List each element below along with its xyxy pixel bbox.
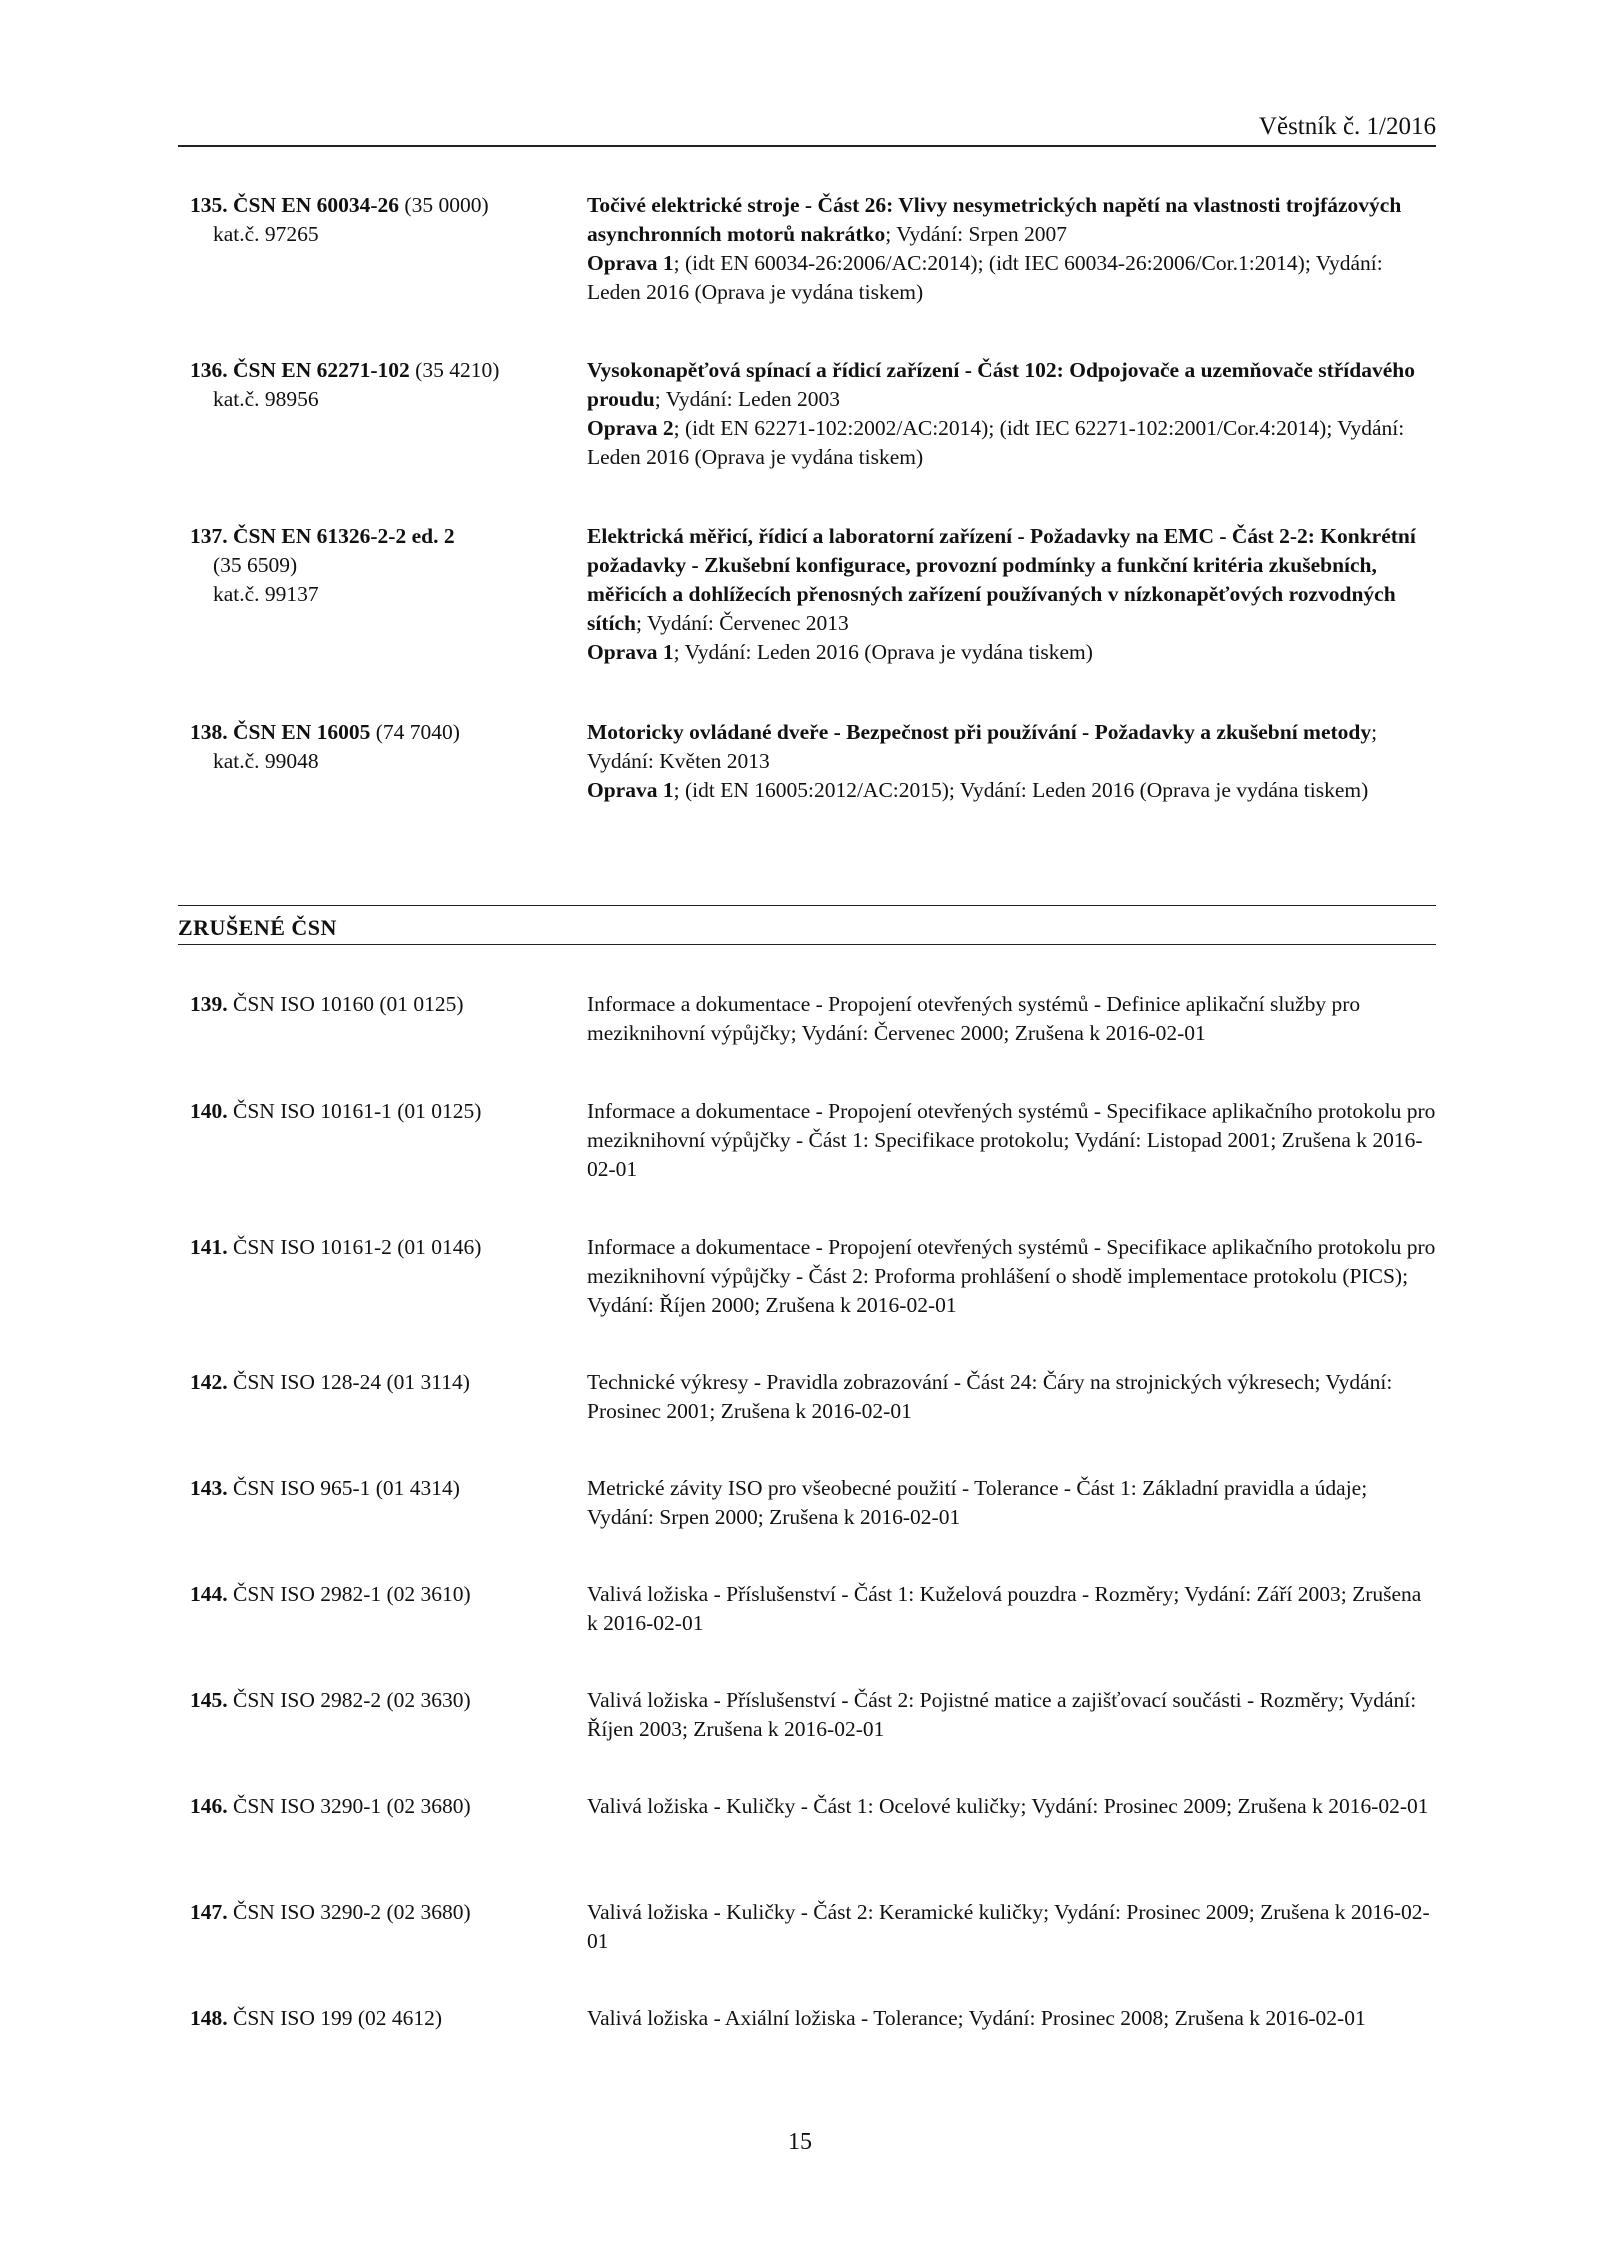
- entry-description: Informace a dokumentace - Propojení otevřených systémů - Definice aplikační služby pro meziknihovní výpůjčky; Vydání: Červenec 2000; Zrušena k 2016-02-01: [587, 992, 1361, 1045]
- page-number: 15: [788, 2129, 812, 2155]
- standard-code: ČSN ISO 10161-2 (01 0146): [227, 1235, 482, 1259]
- standard-code: ČSN EN 16005: [233, 720, 371, 744]
- entry-id: [190, 356, 560, 414]
- header-rule: [178, 145, 1436, 147]
- entry-title: Elektrická měřicí, řídicí a laboratorní zařízení - Požadavky na EMC - Část 2-2: Konkrétní požadavky - Zkušební konfigurace, provozní podmínky a funkční kritéria zkušebních, měřicích a dohlížecích přenosných zařízení používaných v nízkonapěťových rozvodných sítích: [587, 524, 1416, 635]
- entry-release: ; Vydání: Leden 2003: [654, 387, 841, 411]
- entry-id: [190, 2004, 560, 2033]
- entry-id: [190, 191, 560, 249]
- entry-title: Vysokonapěťová spínací a řídicí zařízení - Část 102: Odpojovače a uzemňovače střídavého proudu: [587, 358, 1415, 411]
- amendment-label: Oprava 1: [587, 778, 674, 802]
- class-code: (35 0000): [399, 193, 489, 217]
- entry-id: [190, 522, 560, 609]
- entry-id: [190, 718, 560, 776]
- entry-description: Valivá ložiska - Příslušenství - Část 2: Pojistné matice a zajišťovací součásti - Rozměry; Vydání: Říjen 2003; Zrušena k 2016-02-01: [587, 1688, 1417, 1741]
- entry-description: Informace a dokumentace - Propojení otevřených systémů - Specifikace aplikačního protokolu pro meziknihovní výpůjčky - Část 1: Specifikace protokolu; Vydání: Listopad 2001; Zrušena k 2016-02-01: [587, 1099, 1436, 1181]
- entry-release: ; Vydání: Srpen 2007: [885, 222, 1068, 246]
- section-title: ZRUŠENÉ ČSN: [178, 915, 337, 940]
- amendment-label: Oprava 1: [587, 251, 674, 275]
- entry-number: 145.: [190, 1688, 228, 1712]
- entry-description: [587, 718, 1437, 805]
- entry-number: 146.: [190, 1794, 228, 1818]
- entry-title: Motoricky ovládané dveře - Bezpečnost při používání - Požadavky a zkušební metody: [587, 720, 1372, 744]
- standard-code: ČSN ISO 2982-2 (02 3630): [227, 1688, 471, 1712]
- entry-description: Metrické závity ISO pro všeobecné použití - Tolerance - Část 1: Základní pravidla a údaje; Vydání: Srpen 2000; Zrušena k 2016-02-01: [587, 1476, 1368, 1529]
- amendment-label: Oprava 2: [587, 416, 674, 440]
- section-bottom-rule: [178, 944, 1436, 945]
- entry-id: [190, 1898, 560, 1927]
- entry-number: 141.: [190, 1235, 228, 1259]
- entry-description: [587, 356, 1437, 472]
- amendment-details: ; (idt EN 60034-26:2006/AC:2014); (idt IEC 60034-26:2006/Cor.1:2014); Vydání: Leden 2016 (Oprava je vydána tiskem): [587, 251, 1383, 304]
- entry-number: 148.: [190, 2006, 228, 2030]
- entry-description: Informace a dokumentace - Propojení otevřených systémů - Specifikace aplikačního protokolu pro meziknihovní výpůjčky - Část 2: Proforma prohlášení o shodě implementace protokolu (PICS); Vydání: Říjen 2000; Zrušena k 2016-02-01: [587, 1235, 1436, 1317]
- class-code: (74 7040): [370, 720, 460, 744]
- entry-number: 137.: [190, 524, 228, 548]
- standard-code: ČSN EN 60034-26: [233, 193, 400, 217]
- entry-description: [587, 191, 1437, 307]
- standard-code: ČSN ISO 10160 (01 0125): [227, 992, 464, 1016]
- entry-description: Technické výkresy - Pravidla zobrazování - Část 24: Čáry na strojnických výkresech; Vydání: Prosinec 2001; Zrušena k 2016-02-01: [587, 1370, 1393, 1423]
- entry-id: [190, 1368, 560, 1397]
- header-title: Věstník č. 1/2016: [1258, 113, 1436, 140]
- entry-id: [190, 990, 560, 1019]
- entry-release: ; Vydání: Červenec 2013: [635, 611, 849, 635]
- standard-code: ČSN ISO 128-24 (01 3114): [227, 1370, 470, 1394]
- amendment-details: ; (idt EN 16005:2012/AC:2015); Vydání: Leden 2016 (Oprava je vydána tiskem): [673, 778, 1369, 802]
- amendment-label: Oprava 1: [587, 640, 674, 664]
- amendment-details: ; Vydání: Leden 2016 (Oprava je vydána tiskem): [673, 640, 1093, 664]
- entry-description: Valivá ložiska - Příslušenství - Část 1: Kuželová pouzdra - Rozměry; Vydání: Září 2003; Zrušena k 2016-02-01: [587, 1582, 1422, 1635]
- catalog-number: kat.č. 99048: [213, 749, 319, 773]
- entry-description: Valivá ložiska - Kuličky - Část 2: Keramické kuličky; Vydání: Prosinec 2009; Zrušena k 2016-02-01: [587, 1900, 1430, 1953]
- entry-id: [190, 1474, 560, 1503]
- entry-id: [190, 1792, 560, 1821]
- entry-number: 139.: [190, 992, 228, 1016]
- entry-number: 143.: [190, 1476, 228, 1500]
- class-code: (35 4210): [409, 358, 500, 382]
- entry-number: 147.: [190, 1900, 228, 1924]
- standard-code: ČSN EN 61326-2-2 ed. 2: [233, 524, 455, 548]
- catalog-number: kat.č. 99137: [213, 582, 319, 606]
- standard-code: ČSN ISO 965-1 (01 4314): [227, 1476, 460, 1500]
- catalog-number: kat.č. 98956: [213, 387, 319, 411]
- entry-id: [190, 1233, 560, 1262]
- standard-code: ČSN ISO 199 (02 4612): [227, 2006, 443, 2030]
- entry-number: 140.: [190, 1099, 228, 1123]
- amendment-details: ; (idt EN 62271-102:2002/AC:2014); (idt IEC 62271-102:2001/Cor.4:2014); Vydání: Leden 2016 (Oprava je vydána tiskem): [587, 416, 1405, 469]
- entry-release: ; Vydání: Květen 2013: [587, 720, 1378, 773]
- entry-id: [190, 1580, 560, 1609]
- entry-number: 142.: [190, 1370, 228, 1394]
- standard-code: ČSN ISO 3290-1 (02 3680): [227, 1794, 471, 1818]
- entry-number: 135.: [190, 193, 228, 217]
- entry-description: [587, 522, 1437, 667]
- standard-code: ČSN ISO 3290-2 (02 3680): [227, 1900, 471, 1924]
- catalog-number: kat.č. 97265: [213, 222, 319, 246]
- standard-code: ČSN ISO 2982-1 (02 3610): [227, 1582, 471, 1606]
- entry-description: Valivá ložiska - Axiální ložiska - Tolerance; Vydání: Prosinec 2008; Zrušena k 2016-02-01: [587, 2006, 1366, 2030]
- section-top-rule: [178, 905, 1436, 906]
- entry-number: 136.: [190, 358, 228, 382]
- entry-id: [190, 1097, 560, 1126]
- entry-description: Valivá ložiska - Kuličky - Část 1: Ocelové kuličky; Vydání: Prosinec 2009; Zrušena k 2016-02-01: [587, 1794, 1429, 1818]
- entry-number: 144.: [190, 1582, 228, 1606]
- class-code: (35 6509): [213, 553, 298, 577]
- entry-id: [190, 1686, 560, 1715]
- entry-title: Točivé elektrické stroje - Část 26: Vlivy nesymetrických napětí na vlastnosti trojfázových asynchronních motorů nakrátko: [587, 193, 1402, 246]
- entry-number: 138.: [190, 720, 228, 744]
- standard-code: ČSN EN 62271-102: [233, 358, 410, 382]
- standard-code: ČSN ISO 10161-1 (01 0125): [227, 1099, 482, 1123]
